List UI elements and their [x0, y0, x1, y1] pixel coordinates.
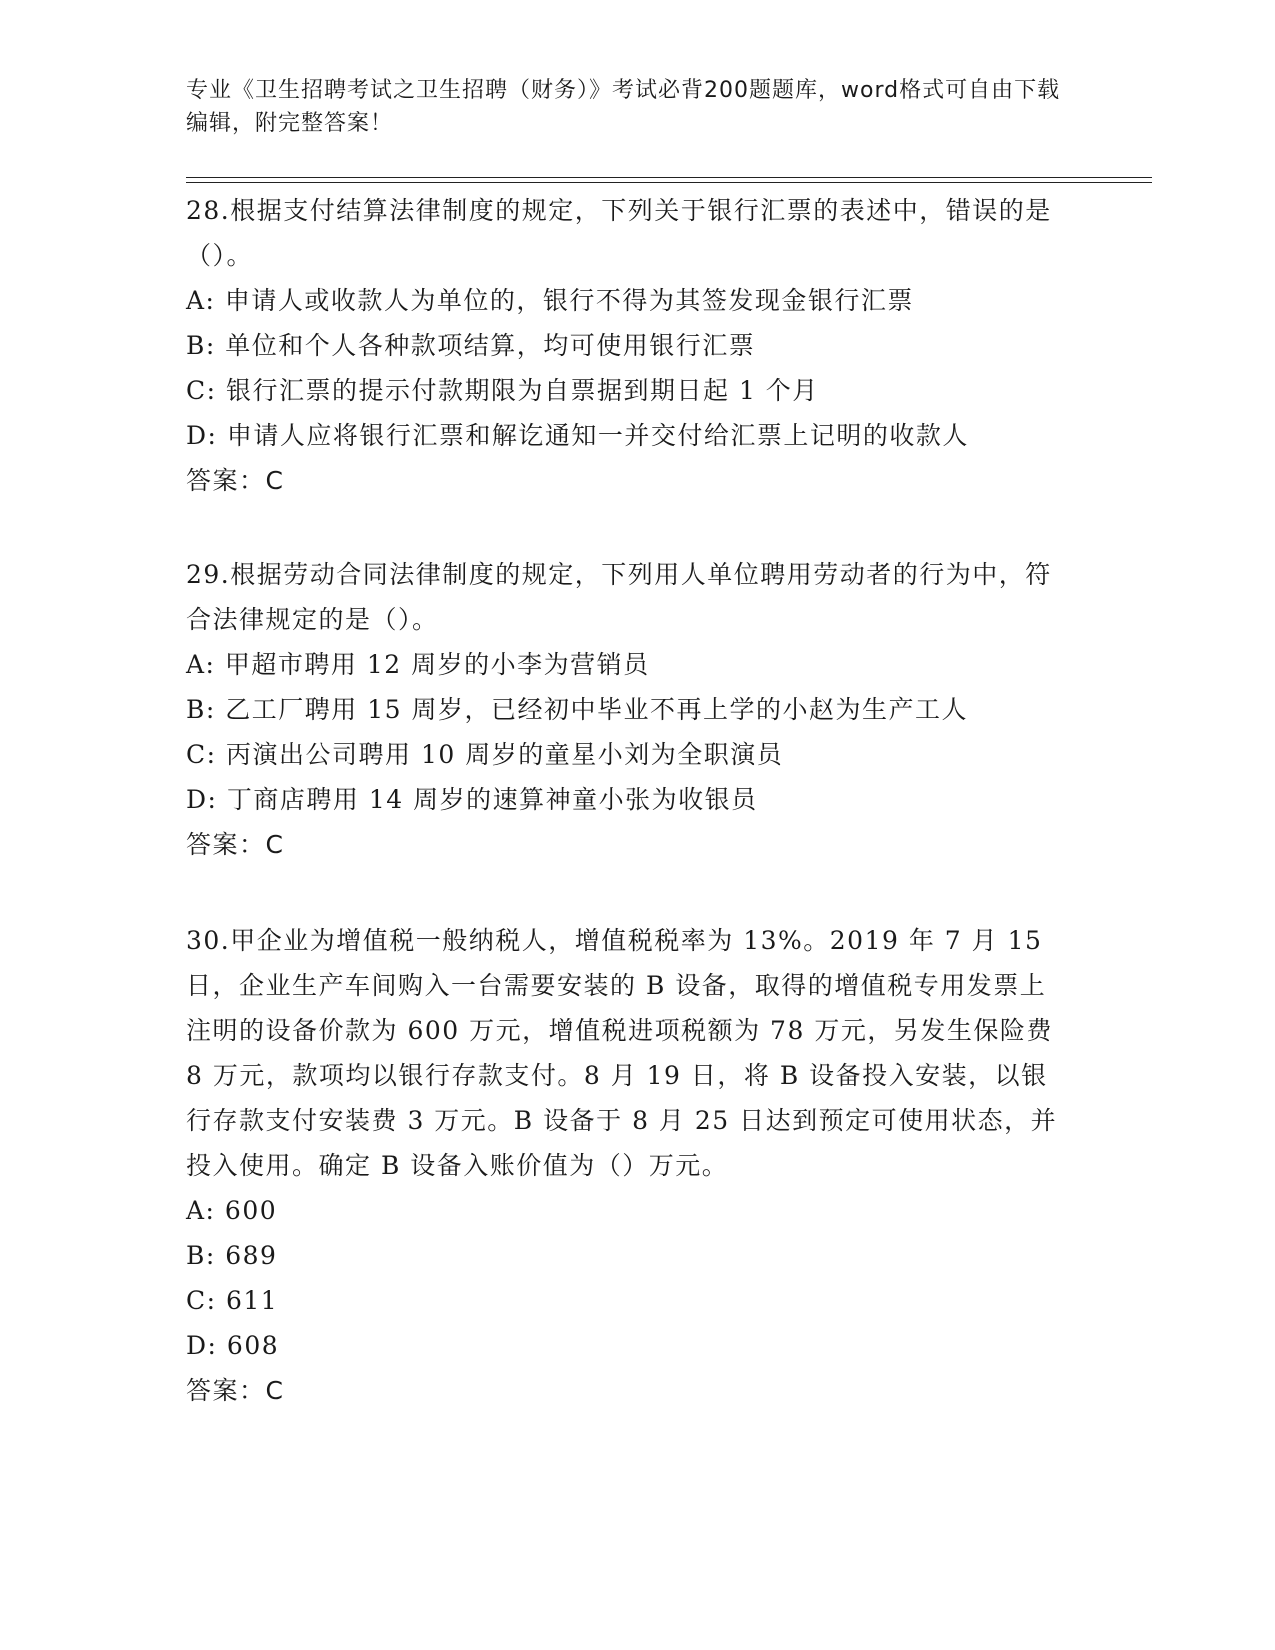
option-a: A: 600: [186, 1196, 278, 1225]
option-c: C: 丙演出公司聘用 10 周岁的童星小刘为全职演员: [186, 740, 784, 769]
option-d: D: 丁商店聘用 14 周岁的速算神童小张为收银员: [186, 785, 758, 814]
question-28: [186, 188, 1066, 503]
option-c: C: 银行汇票的提示付款期限为自票据到期日起 1 个月: [186, 376, 819, 405]
option-b: B: 单位和个人各种款项结算，均可使用银行汇票: [186, 331, 756, 360]
header-divider-top: [186, 177, 1152, 178]
question-stem: 30.甲企业为增值税一般纳税人，增值税税率为 13%。2019 年 7 月 15 日，企业生产车间购入一台需要安装的 B 设备，取得的增值税专用发票上注明的设备价款为 600 万元，增值税进项税额为 78 万元，另发生保险费 8 万元，款项均以银行存款支付。8 月 19 日，将 B 设备投入安装，以银行存款支付安装费 3 万元。B 设备于 8 月 25 日达到预定可使用状态，并投入使用。确定 B 设备入账价值为（）万元。: [186, 926, 1058, 1180]
question-30: [186, 918, 1066, 1413]
answer: 答案：C: [186, 830, 285, 859]
option-c: C: 611: [186, 1286, 279, 1315]
option-a: A: 申请人或收款人为单位的，银行不得为其签发现金银行汇票: [186, 286, 914, 315]
answer: 答案：C: [186, 466, 285, 495]
option-d: D: 申请人应将银行汇票和解讫通知一并交付给汇票上记明的收款人: [186, 421, 969, 450]
answer: 答案：C: [186, 1376, 285, 1405]
option-b: B: 乙工厂聘用 15 周岁，已经初中毕业不再上学的小赵为生产工人: [186, 695, 968, 724]
document-header: 专业《卫生招聘考试之卫生招聘（财务）》考试必背200题题库，word格式可自由下载编辑，附完整答案！: [186, 78, 1061, 136]
header-divider-bottom: [186, 182, 1152, 183]
option-b: B: 689: [186, 1241, 278, 1270]
option-a: A: 甲超市聘用 12 周岁的小李为营销员: [186, 650, 650, 679]
question-29: [186, 552, 1066, 867]
question-stem: 28.根据支付结算法律制度的规定，下列关于银行汇票的表述中，错误的是（）。: [186, 196, 1052, 270]
option-d: D: 608: [186, 1331, 280, 1360]
question-stem: 29.根据劳动合同法律制度的规定，下列用人单位聘用劳动者的行为中，符合法律规定的是（）。: [186, 560, 1052, 634]
